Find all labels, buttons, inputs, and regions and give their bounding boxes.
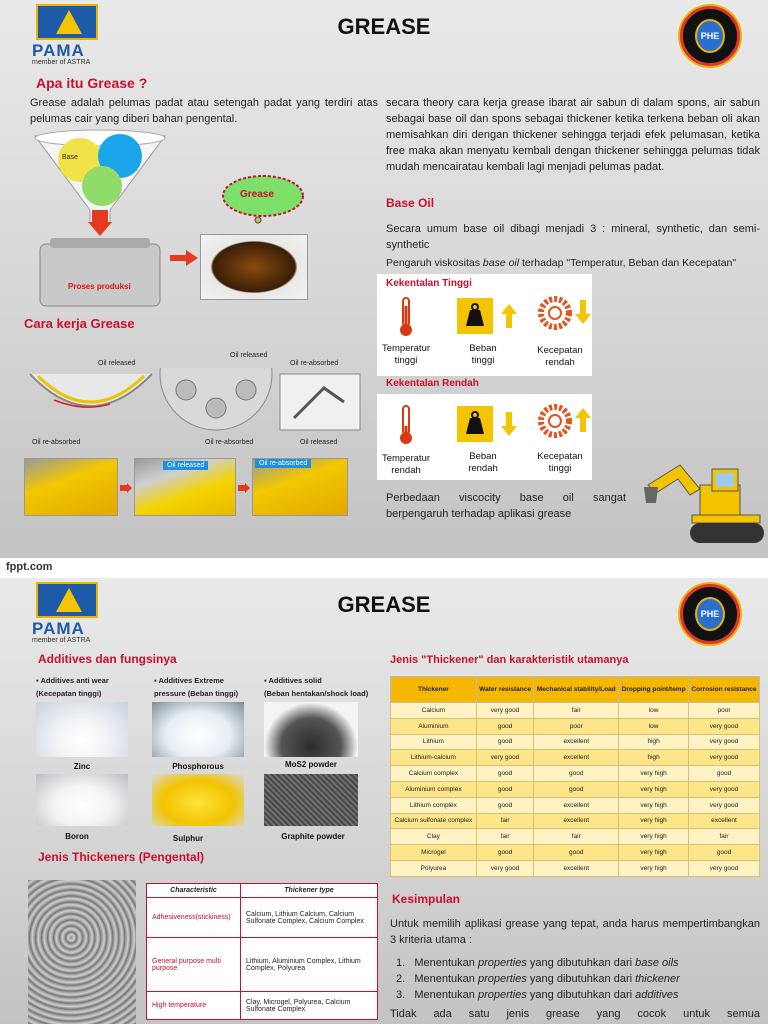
- table-cell: very high: [619, 845, 689, 861]
- label-oil-released-3: Oil released: [300, 439, 338, 446]
- label-phosphorous: Phosphorous: [172, 762, 224, 771]
- criteria-item: 3. Menentukan properties yang dibutuhkan dari additives: [396, 989, 679, 1001]
- table-cell: high: [619, 750, 689, 766]
- table-cell: good: [534, 845, 619, 861]
- table-row: [391, 703, 760, 719]
- phe-badge: [680, 584, 740, 644]
- what-text: Grease adalah pelumas padat atau setengah padat yang terdiri atas pelumas cair yang diberi bahan pengental.: [30, 97, 378, 125]
- table-cell: very good: [689, 797, 760, 813]
- table-cell: high: [619, 734, 689, 750]
- table-row: [391, 734, 760, 750]
- table-cell: good: [476, 766, 534, 782]
- table-cell: fair: [476, 829, 534, 845]
- theory-text: secara theory cara kerja grease ibarat air sabun di dalam spons, air sabun sebagai base oil dan spons sebagai thickener ketika terkena beban oli akan memisahkan diri dengan thickener sehingga terjadi efek pelumasan, ketika free maka akan menyatu kembali dengan thickener sehingga pelumas tidak mudah mencairatau kembali lagi menjadi pelumas padat.: [386, 97, 760, 173]
- table-header: Dropping point/temp: [619, 677, 689, 703]
- conclusion-heading: Kesimpulan: [392, 892, 461, 906]
- table-cell: very good: [689, 718, 760, 734]
- table-cell: Aluminium complex: [391, 781, 477, 797]
- table-cell: low: [619, 718, 689, 734]
- thickeners-heading: Jenis Thickeners (Pengental): [38, 850, 205, 864]
- table-heading: Jenis "Thickener" dan karakteristik utamanya: [390, 654, 629, 666]
- table-cell: fair: [534, 703, 619, 719]
- table-cell: excellent: [534, 860, 619, 876]
- conclusion-text: Untuk memilih aplikasi grease yang tepat, anda harus mempertimbangkan 3 kriteria utama :: [390, 918, 760, 946]
- table-cell: good: [689, 845, 760, 861]
- table-cell: good: [534, 766, 619, 782]
- table-cell: very good: [689, 860, 760, 876]
- process-label: Proses produksi: [68, 282, 131, 291]
- label-speed-low: Kecepatan rendah: [537, 345, 583, 368]
- table-cell: poor: [689, 703, 760, 719]
- table-body: [391, 703, 760, 877]
- baseoil-heading: Base Oil: [386, 196, 435, 210]
- label-load-low: Beban rendah: [468, 451, 498, 474]
- additive-col-2: ▪ Additives Extreme pressure (Beban tinggi): [154, 676, 239, 698]
- label-temp-high: Temperatur tinggi: [381, 343, 431, 366]
- table-cell: good: [476, 781, 534, 797]
- badge-text: PHE: [695, 19, 725, 53]
- thermometer-high-icon: [396, 296, 416, 338]
- tt-cell: Lithium, Aluminium Complex, Lithium Complex, Polyurea: [241, 938, 378, 992]
- label-oil-reabsorbed-2: Oil re-absorbed: [205, 439, 254, 446]
- tt-cell: General purpose multi purpose: [147, 938, 241, 992]
- viscosity-text: Pengaruh viskositas base oil terhadap "Temperatur, Beban dan Kecepatan": [386, 257, 737, 269]
- label-speed-high: Kecepatan tinggi: [537, 451, 583, 474]
- phe-badge: [680, 6, 740, 66]
- additive-col-3: ▪ Additives solid (Beban hentakan/shock load): [264, 676, 369, 698]
- box-oil-released: Oil released: [163, 461, 208, 470]
- funnel-base-label: Base: [62, 154, 78, 161]
- box-oil-reabsorbed: Oil re-absorbed: [255, 459, 311, 468]
- label-oil-released-2: Oil released: [230, 352, 268, 359]
- funnel-illustration: [30, 128, 170, 308]
- table-cell: Polyurea: [391, 860, 477, 876]
- table-cell: Aluminium: [391, 718, 477, 734]
- table-cell: excellent: [534, 797, 619, 813]
- how-heading: Cara kerja Grease: [24, 316, 135, 331]
- what-heading: Apa itu Grease ?: [36, 75, 148, 91]
- low-heading: Kekentalan Rendah: [386, 378, 479, 389]
- thickener-type-table: [146, 883, 378, 1020]
- label-temp-low: Temperatur rendah: [381, 453, 431, 476]
- table-cell: very high: [619, 829, 689, 845]
- table-cell: Calcium: [391, 703, 477, 719]
- logo-name: PAMA: [32, 619, 85, 638]
- arrow-right-icon: [170, 250, 198, 266]
- baseoil-conclusion: Perbedaan viscocity base oil sangat berpengaruh terhadap aplikasi grease: [386, 492, 626, 520]
- table-cell: fair: [476, 813, 534, 829]
- table-cell: very good: [689, 781, 760, 797]
- table-cell: good: [476, 797, 534, 813]
- speed-high-icon: [538, 404, 594, 440]
- table-row: [391, 718, 760, 734]
- tt-cell: Calcium, Lithium Calcium, Calcium Sulfonate Complex, Calcium Complex: [241, 898, 378, 938]
- table-cell: good: [476, 845, 534, 861]
- criteria-item: 2. Menentukan properties yang dibutuhkan dari thickener: [396, 973, 680, 985]
- boron-image: [36, 774, 128, 826]
- table-cell: excellent: [534, 734, 619, 750]
- label-oil-released-1: Oil released: [98, 360, 136, 367]
- table-cell: fair: [534, 829, 619, 845]
- additives-heading: Additives dan fungsinya: [38, 652, 177, 666]
- baseoil-text: Secara umum base oil dibagi menjadi 3 : mineral, synthetic, dan semi-synthetic: [386, 223, 760, 251]
- table-cell: very high: [619, 797, 689, 813]
- table-header: Thickener: [391, 677, 477, 703]
- sulphur-image: [152, 774, 244, 826]
- logo-name: PAMA: [32, 41, 85, 60]
- table-cell: excellent: [689, 813, 760, 829]
- table-cell: Calcium sulfonate complex: [391, 813, 477, 829]
- zinc-image: [36, 702, 128, 757]
- mos2-image: [264, 702, 358, 757]
- table-cell: good: [476, 718, 534, 734]
- sponge-image-3: [252, 458, 348, 516]
- table-cell: good: [476, 734, 534, 750]
- phosphorous-image: [152, 702, 244, 757]
- label-zinc: Zinc: [73, 762, 91, 771]
- slide-title: GREASE: [337, 592, 431, 617]
- table-cell: very good: [476, 703, 534, 719]
- speed-low-icon: [538, 296, 594, 332]
- table-row: [391, 797, 760, 813]
- final-text: Tidak ada satu jenis grease yang cocok untuk semua: [390, 1008, 760, 1020]
- table-cell: very good: [689, 734, 760, 750]
- table-row: [391, 766, 760, 782]
- table-header: Corrosion resistance: [689, 677, 760, 703]
- arrow-right-icon: [120, 483, 132, 493]
- tt-cell: Adhesiveness(stickiness): [147, 898, 241, 938]
- tt-header: Characteristic: [147, 884, 241, 898]
- label-sulphur: Sulphur: [172, 834, 204, 843]
- table-cell: Clay: [391, 829, 477, 845]
- table-cell: excellent: [534, 813, 619, 829]
- table-row: [391, 845, 760, 861]
- thickener-microscope-image: [28, 880, 136, 1024]
- table-cell: Microgel: [391, 845, 477, 861]
- table-row: [391, 860, 760, 876]
- table-header: Water resistance: [476, 677, 534, 703]
- label-graphite: Graphite powder: [281, 832, 345, 841]
- table-cell: good: [534, 781, 619, 797]
- table-header: Mechanical stability/Load: [534, 677, 619, 703]
- table-row: [391, 781, 760, 797]
- label-oil-reabsorbed-1: Oil re-absorbed: [32, 439, 81, 446]
- table-cell: very high: [619, 860, 689, 876]
- criteria-list: [396, 955, 766, 1003]
- tt-cell: High temperature: [147, 992, 241, 1020]
- slide-title: GREASE: [337, 14, 431, 39]
- excavator-image: [640, 455, 768, 551]
- table-cell: very good: [689, 750, 760, 766]
- criteria-item: 1. Menentukan properties yang dibutuhkan dari base oils: [396, 957, 679, 969]
- table-cell: Lithium: [391, 734, 477, 750]
- table-cell: excellent: [534, 750, 619, 766]
- logo-sub: member of ASTRA: [32, 59, 91, 66]
- fppt-footer: fppt.com: [6, 561, 53, 573]
- graphite-image: [264, 774, 358, 826]
- thermometer-low-icon: [396, 404, 416, 446]
- table-cell: good: [689, 766, 760, 782]
- table-cell: poor: [534, 718, 619, 734]
- load-low-icon: [457, 406, 525, 442]
- table-row: [391, 750, 760, 766]
- label-boron: Boron: [65, 832, 89, 841]
- table-cell: very high: [619, 781, 689, 797]
- slide-2: [0, 578, 768, 1024]
- table-cell: very high: [619, 813, 689, 829]
- table-cell: fair: [689, 829, 760, 845]
- table-cell: very good: [476, 860, 534, 876]
- thickener-properties-table: [390, 676, 760, 877]
- arrow-right-icon: [238, 483, 250, 493]
- sponge-image-1: [24, 458, 118, 516]
- high-heading: Kekentalan Tinggi: [386, 278, 472, 289]
- table-cell: very good: [476, 750, 534, 766]
- label-load-high: Beban tinggi: [469, 343, 497, 366]
- additive-col-1: ▪ Additives anti wear (Kecepatan tinggi): [36, 676, 109, 698]
- load-high-icon: [457, 298, 525, 334]
- badge-text: PHE: [695, 597, 725, 631]
- label-oil-reabsorbed-top: Oil re-absorbed: [290, 360, 339, 367]
- table-cell: very high: [619, 766, 689, 782]
- tt-header: Thickener type: [241, 884, 378, 898]
- table-cell: Lithium complex: [391, 797, 477, 813]
- table-cell: Calcium complex: [391, 766, 477, 782]
- bearing-diagrams: [24, 368, 364, 448]
- table-row: [391, 813, 760, 829]
- grease-jar-image: [200, 234, 308, 300]
- table-row: [391, 829, 760, 845]
- table-cell: Lithium-calcium: [391, 750, 477, 766]
- table-cell: low: [619, 703, 689, 719]
- grease-bubble-label: Grease: [240, 189, 274, 200]
- tt-cell: Clay, Microgel, Polyurea, Calcium Sulfonate Complex: [241, 992, 378, 1020]
- sponge-image-2: [134, 458, 236, 516]
- label-mos2: MoS2 powder: [284, 760, 337, 769]
- logo-sub: member of ASTRA: [32, 637, 91, 644]
